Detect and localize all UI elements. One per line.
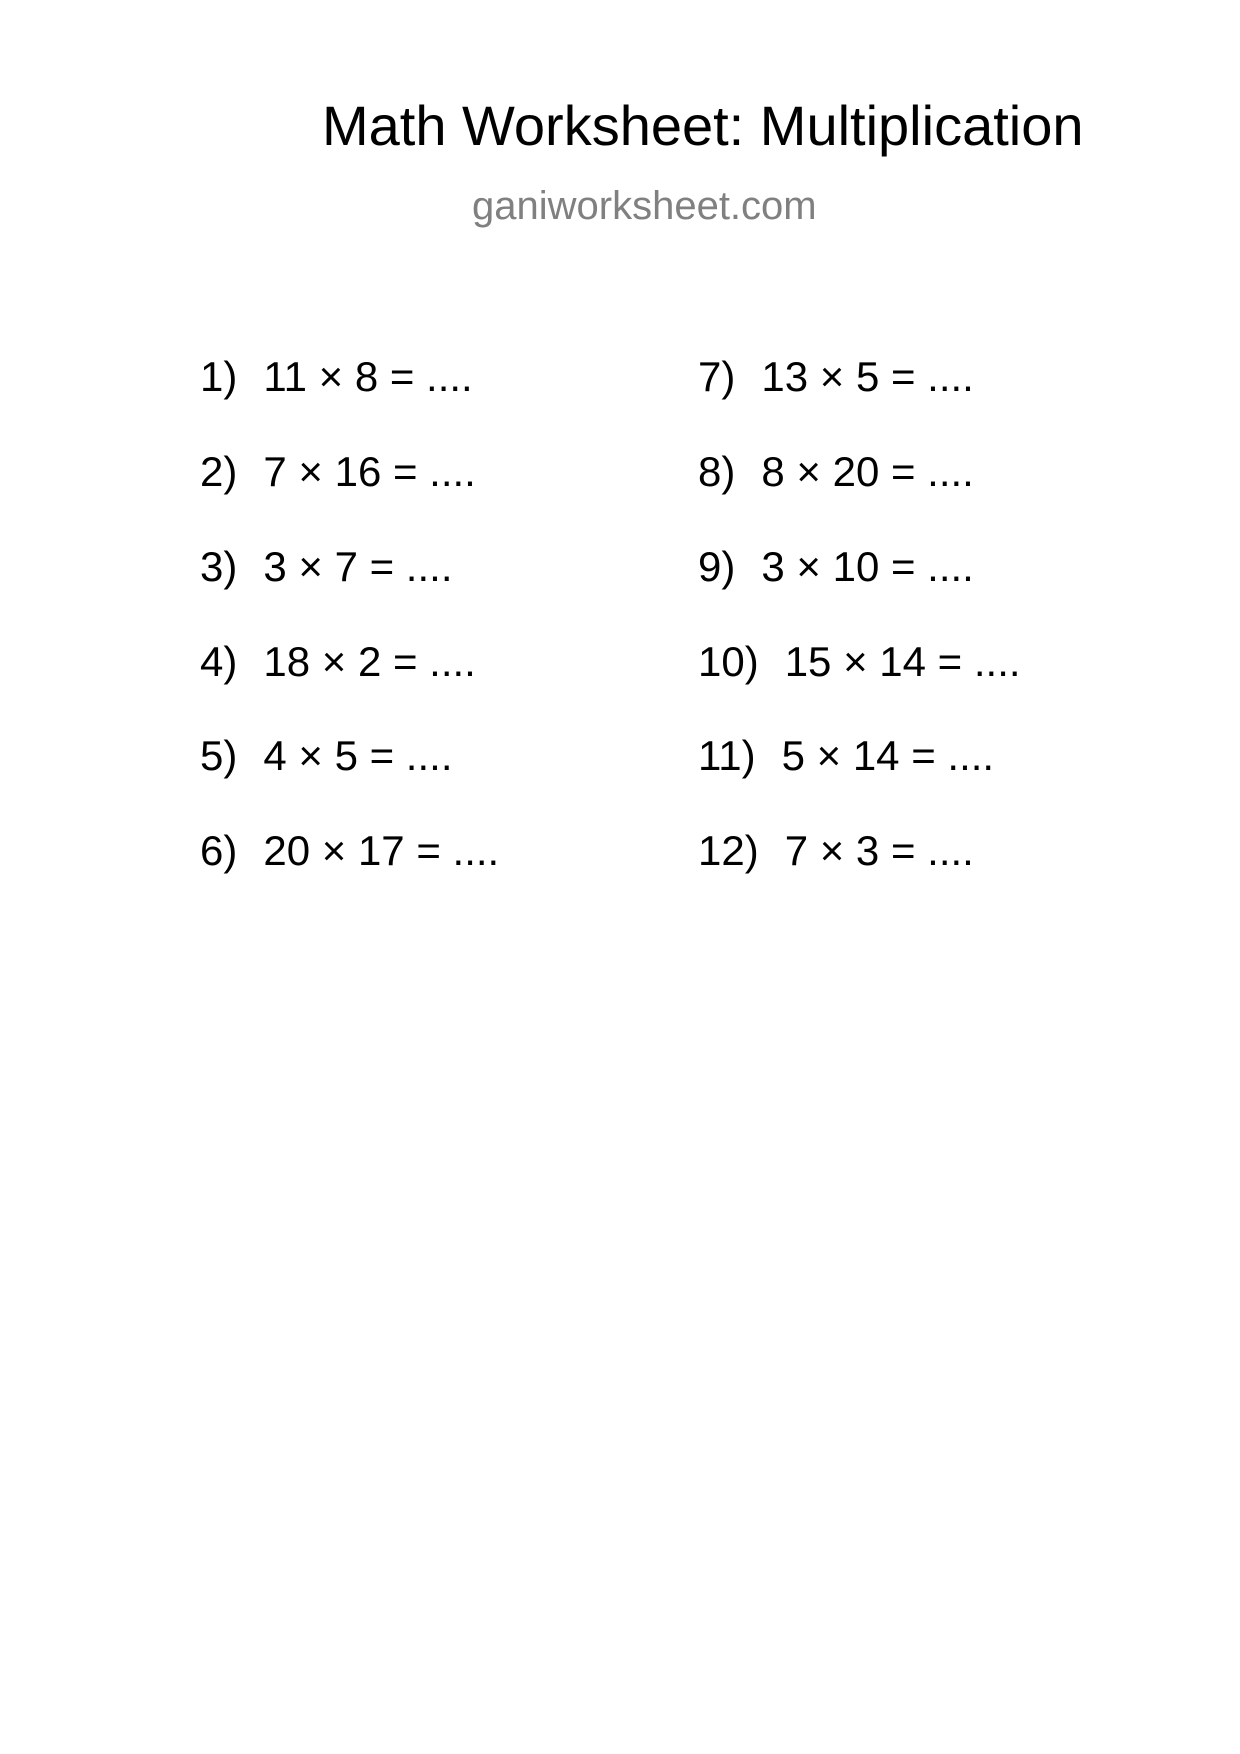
problem-expression: 7 × 3 = .... bbox=[784, 827, 974, 874]
problem-number: 9) bbox=[698, 543, 736, 590]
problem-expression: 3 × 10 = .... bbox=[761, 543, 974, 590]
problem-expression: 11 × 8 = .... bbox=[263, 353, 473, 400]
problem-number: 1) bbox=[200, 353, 238, 400]
problem-number: 4) bbox=[200, 638, 238, 685]
problem-number: 8) bbox=[698, 448, 736, 495]
problem-number: 2) bbox=[200, 448, 238, 495]
problem-number: 12) bbox=[698, 827, 759, 874]
problem-expression: 4 × 5 = .... bbox=[263, 732, 453, 779]
problem-expression: 8 × 20 = .... bbox=[761, 448, 974, 495]
problem-expression: 15 × 14 = .... bbox=[784, 638, 1021, 685]
problem-item bbox=[200, 448, 476, 495]
problem-expression: 7 × 16 = .... bbox=[263, 448, 476, 495]
problem-number: 10) bbox=[698, 638, 759, 685]
problem-expression: 5 × 14 = .... bbox=[781, 732, 995, 779]
problem-item bbox=[200, 638, 476, 685]
problem-number: 7) bbox=[698, 353, 736, 400]
problem-number: 5) bbox=[200, 732, 238, 779]
problem-item bbox=[698, 448, 974, 495]
problem-item bbox=[200, 732, 453, 779]
problem-number: 6) bbox=[200, 827, 238, 874]
problem-number: 11) bbox=[698, 732, 756, 779]
problem-number: 3) bbox=[200, 543, 238, 590]
problem-expression: 18 × 2 = .... bbox=[263, 638, 476, 685]
problem-expression: 13 × 5 = .... bbox=[761, 353, 974, 400]
worksheet-title: Math Worksheet: Multiplication bbox=[322, 94, 1084, 157]
problem-expression: 3 × 7 = .... bbox=[263, 543, 453, 590]
problem-item bbox=[698, 353, 974, 400]
problem-item bbox=[200, 353, 473, 400]
problem-item bbox=[200, 827, 500, 874]
problem-item bbox=[200, 543, 453, 590]
problem-item bbox=[698, 732, 995, 779]
problem-item bbox=[698, 543, 974, 590]
problem-item bbox=[698, 827, 974, 874]
problem-item bbox=[698, 638, 1021, 685]
worksheet-source: ganiworksheet.com bbox=[472, 184, 817, 228]
problem-expression: 20 × 17 = .... bbox=[263, 827, 500, 874]
